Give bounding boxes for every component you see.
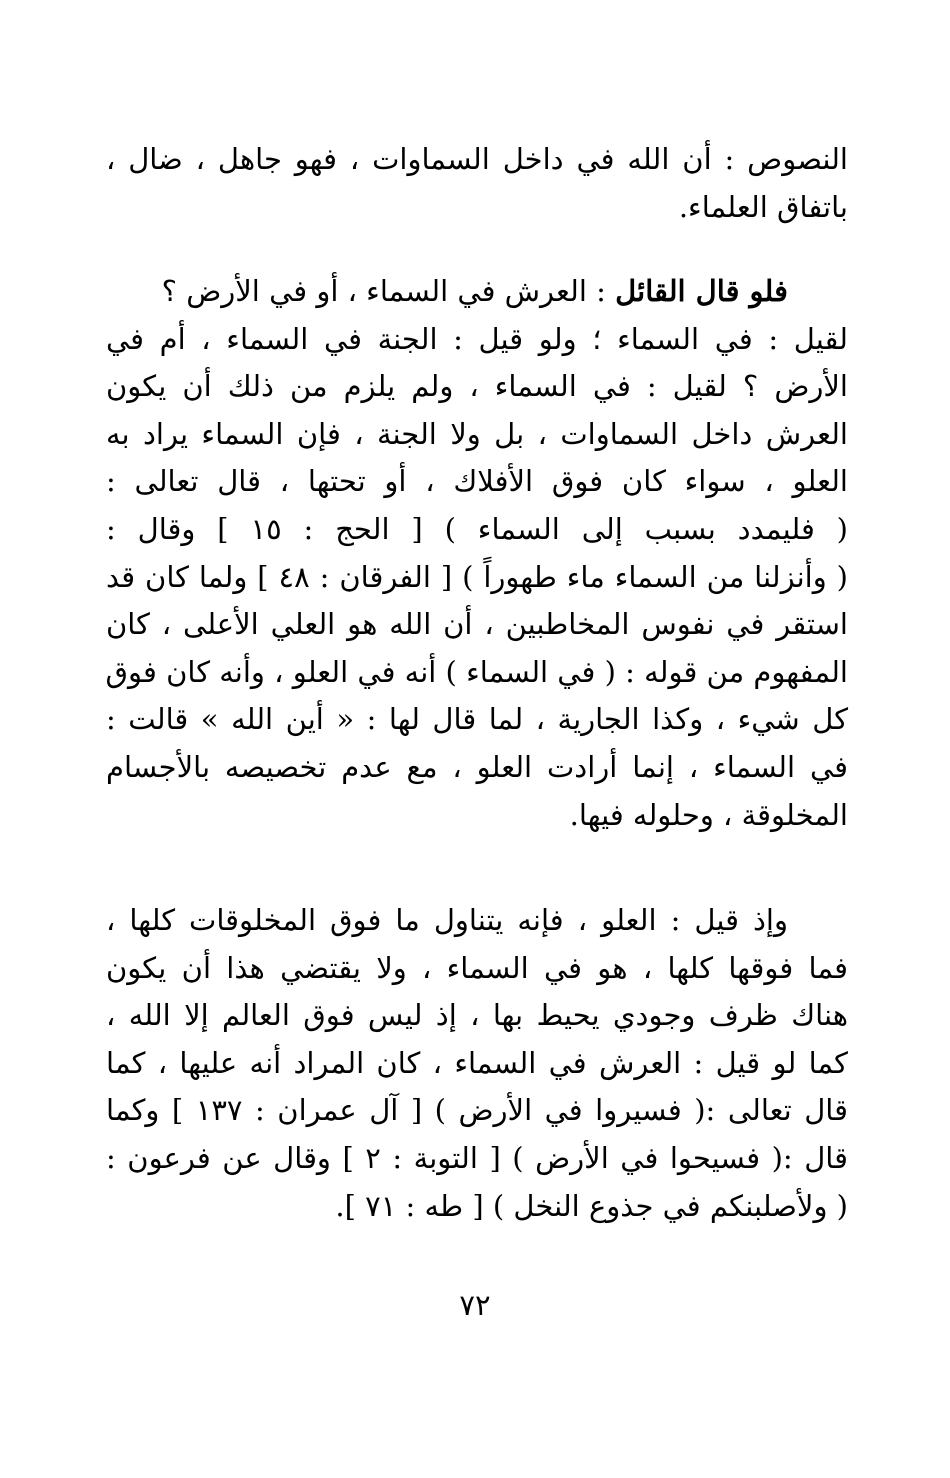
text-line: فما فوقها كلها ، هو في السماء ، ولا يقتضي هذا أن يكون [106, 950, 848, 985]
text-line: ( فليمدد بسبب إلى السماء ) [ الحج : ١٥ ] وقال : [106, 511, 848, 546]
text-line: كما لو قيل : العرش في السماء ، كان المراد أنه عليها ، كما [106, 1045, 848, 1080]
text-line: المخلوقة ، وحلوله فيها. [569, 797, 848, 832]
text-line: الأرض ؟ لقيل : في السماء ، ولم يلزم من ذلك أن يكون [106, 369, 848, 404]
text-line: وإذ قيل : العلو ، فإنه يتناول ما فوق المخلوقات كلها ، [106, 903, 788, 937]
paragraph-3 [106, 897, 848, 1230]
text-line: العلو ، سواء كان فوق الأفلاك ، أو تحتها ، قال تعالى : [106, 464, 848, 499]
text-line: قال تعالى :( فسيروا في الأرض ) [ آل عمران : ١٣٧ ] وكما [106, 1093, 848, 1128]
text-line: لقيل : في السماء ؛ ولو قيل : الجنة في السماء ، أم في [106, 321, 848, 356]
paragraph-2 [106, 268, 848, 839]
paragraph-1 [106, 136, 848, 231]
text-line: كل شيء ، وكذا الجارية ، لما قال لها : « أين الله » قالت : [106, 702, 848, 737]
text-line: في السماء ، إنما أرادت العلو ، مع عدم تخصيصه بالأجسام [106, 749, 848, 784]
text-line: المفهوم من قوله : ( في السماء ) أنه في العلو ، وأنه كان فوق [105, 654, 848, 689]
paragraph-2-first-line [106, 268, 848, 316]
first-line-rest: : العرش في السماء ، أو في الأرض ؟ [161, 274, 616, 308]
text-line: ( ولأصلبنكم في جذوع النخل ) [ طه : ٧١ ]. [335, 1188, 848, 1223]
text-line: هناك ظرف وجودي يحيط بها ، إذ ليس فوق العالم إلا الله ، [106, 998, 848, 1033]
bold-lead-phrase: فلو قال القائل [615, 274, 788, 308]
text-line: قال :( فسيحوا في الأرض ) [ التوبة : ٢ ] وقال عن فرعون : [106, 1140, 848, 1175]
text-line: النصوص : أن الله في داخل السماوات ، فهو جاهل ، ضال ، [106, 142, 848, 176]
text-line: باتفاق العلماء. [678, 189, 848, 224]
text-line: استقر في نفوس المخاطبين ، أن الله هو العلي الأعلى ، كان [106, 607, 848, 642]
text-line: ( وأنزلنا من السماء ماء طهوراً ) [ الفرقان : ٤٨ ] ولما كان قد [106, 559, 848, 594]
text-line: العرش داخل السماوات ، بل ولا الجنة ، فإن السماء يراد به [106, 416, 848, 451]
page-number: ٧٢ [459, 1288, 491, 1322]
